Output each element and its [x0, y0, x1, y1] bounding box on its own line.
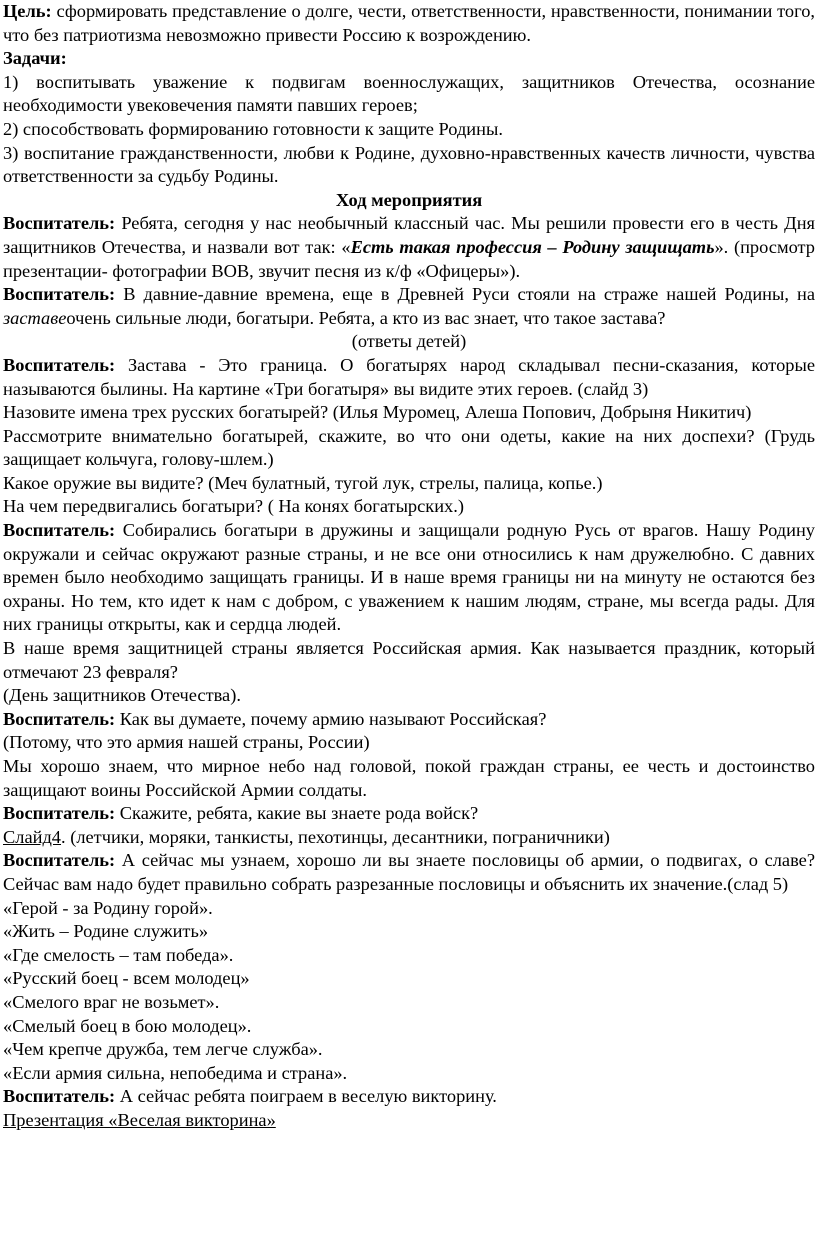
teacher-label: Воспитатель: — [3, 284, 116, 305]
teacher-paragraph: Воспитатель: Застава - Это граница. О богатырях народ складывал песни-сказания, которые называются былины. На картине «Три богатыря» вы видите этих героев. (слайд 3) — [3, 354, 815, 399]
question-line: Какое оружие вы видите? (Меч булатный, тугой лук, стрелы, палица, копье.) — [3, 472, 603, 493]
text-paragraph: В наше время защитницей страны является Российская армия. Как называется праздник, который отмечают 23 февраля? — [3, 638, 815, 682]
answer-line: (Потому, что это армия нашей страны, России) — [3, 732, 370, 753]
proverb: «Если армия сильна, непобедима и страна». — [3, 1062, 348, 1083]
question-line: Назовите имена трех русских богатырей? (Илья Муромец, Алеша Попович, Добрыня Никитич) — [3, 402, 752, 423]
proverb: «Где смелость – там победа». — [3, 944, 234, 965]
proverb: «Русский боец - всем молодец» — [3, 968, 250, 989]
teacher-label: Воспитатель: — [3, 803, 116, 824]
teacher-label: Воспитатель: — [3, 520, 116, 541]
task-item: 1) воспитывать уважение к подвигам военнослужащих, защитников Отечества, осознание необходимости увековечения памяти павших героев; — [3, 71, 815, 116]
goal-text: сформировать представление о долге, чести, ответственности, нравственности, понимании того, что без патриотизма невозможно привести Россию к возрождению. — [3, 1, 815, 45]
teacher-label: Воспитатель: — [3, 213, 116, 234]
event-title: Есть такая профессия – Родину защищать — [350, 236, 715, 257]
teacher-paragraph: Воспитатель: Собирались богатыри в дружины и защищали родную Русь от врагов. Нашу Родину окружали и сейчас окружают разные страны, и не все они относились к нам дружелюбно. С давних времен было необходимо защищать границы. И в наше время границы ни на минуту не остаются без охраны. Но тем, кто идет к нам с добром, с уважением к нашим людям, стране, мы всегда рады. Для них границы открыты, как и сердца людей. — [3, 520, 815, 635]
text-paragraph: Мы хорошо знаем, что мирное небо над головой, покой граждан страны, ее честь и достоинство защищают воины Российской Армии солдаты. — [3, 756, 815, 800]
proverb: «Смелого враг не возьмет». — [3, 991, 220, 1012]
question-line: Рассмотрите внимательно богатырей, скажите, во что они одеты, какие на них доспехи? (Грудь защищает кольчуга, голову-шлем.) — [3, 425, 815, 470]
goal-label: Цель: — [3, 1, 52, 21]
quiz-line — [3, 1109, 815, 1133]
slide4-link[interactable]: Слайд4 — [3, 826, 62, 847]
teacher-paragraph: Воспитатель: Как вы думаете, почему армию называют Российская? — [3, 708, 547, 729]
teacher-paragraph: Воспитатель: А сейчас мы узнаем, хорошо ли вы знаете пословицы об армии, о подвигах, о славе? Сейчас вам надо будет правильно собрать разрезанные пословицы и объяснить их значение.(слад 5) — [3, 850, 815, 894]
question-line: На чем передвигались богатыри? ( На конях богатырских.) — [3, 496, 464, 517]
goal-paragraph — [3, 0, 815, 47]
proverb: «Смелый боец в бою молодец». — [3, 1015, 252, 1036]
quiz-presentation-link[interactable]: Презентация «Веселая викторина» — [3, 1109, 276, 1130]
tasks-label: Задачи: — [3, 48, 67, 69]
slide-line: Слайд4. (летчики, моряки, танкисты, пехотинцы, десантники, пограничники) — [3, 826, 610, 847]
proverb: «Жить – Родине служить» — [3, 921, 209, 942]
task-item: 3) воспитание гражданственности, любви к Родине, духовно-нравственных качеств личности, чувства ответственности за судьбу Родины. — [3, 142, 815, 187]
teacher-paragraph: Воспитатель: А сейчас ребята поиграем в веселую викторину. — [3, 1086, 497, 1107]
teacher-paragraph: Воспитатель: Ребята, сегодня у нас необычный классный час. Мы решили провести его в честь Дня защитников Отечества, и назвали вот так: «Есть такая профессия – Родину защищать». (просмотр презентации- фотографии ВОВ, звучит песня из к/ф «Офицеры»). — [3, 213, 815, 281]
proverb: «Чем крепче дружба, тем легче служба». — [3, 1039, 323, 1060]
children-answers: (ответы детей) — [351, 331, 467, 352]
proverb: «Герой - за Родину горой». — [3, 897, 213, 918]
teacher-label: Воспитатель: — [3, 708, 116, 729]
section-heading: Ход мероприятия — [335, 189, 483, 210]
answer-line: (День защитников Отечества). — [3, 685, 241, 706]
teacher-label: Воспитатель: — [3, 354, 116, 375]
teacher-label: Воспитатель: — [3, 1086, 116, 1107]
teacher-label: Воспитатель: — [3, 850, 116, 871]
teacher-paragraph: Воспитатель: В давние-давние времена, еще в Древней Руси стояли на страже нашей Родины, на заставеочень сильные люди, богатыри. Ребята, а кто из вас знает, что такое застава? — [3, 284, 815, 328]
teacher-paragraph: Воспитатель: Скажите, ребята, какие вы знаете рода войск? — [3, 803, 479, 824]
task-item: 2) способствовать формированию готовности к защите Родины. — [3, 118, 503, 139]
